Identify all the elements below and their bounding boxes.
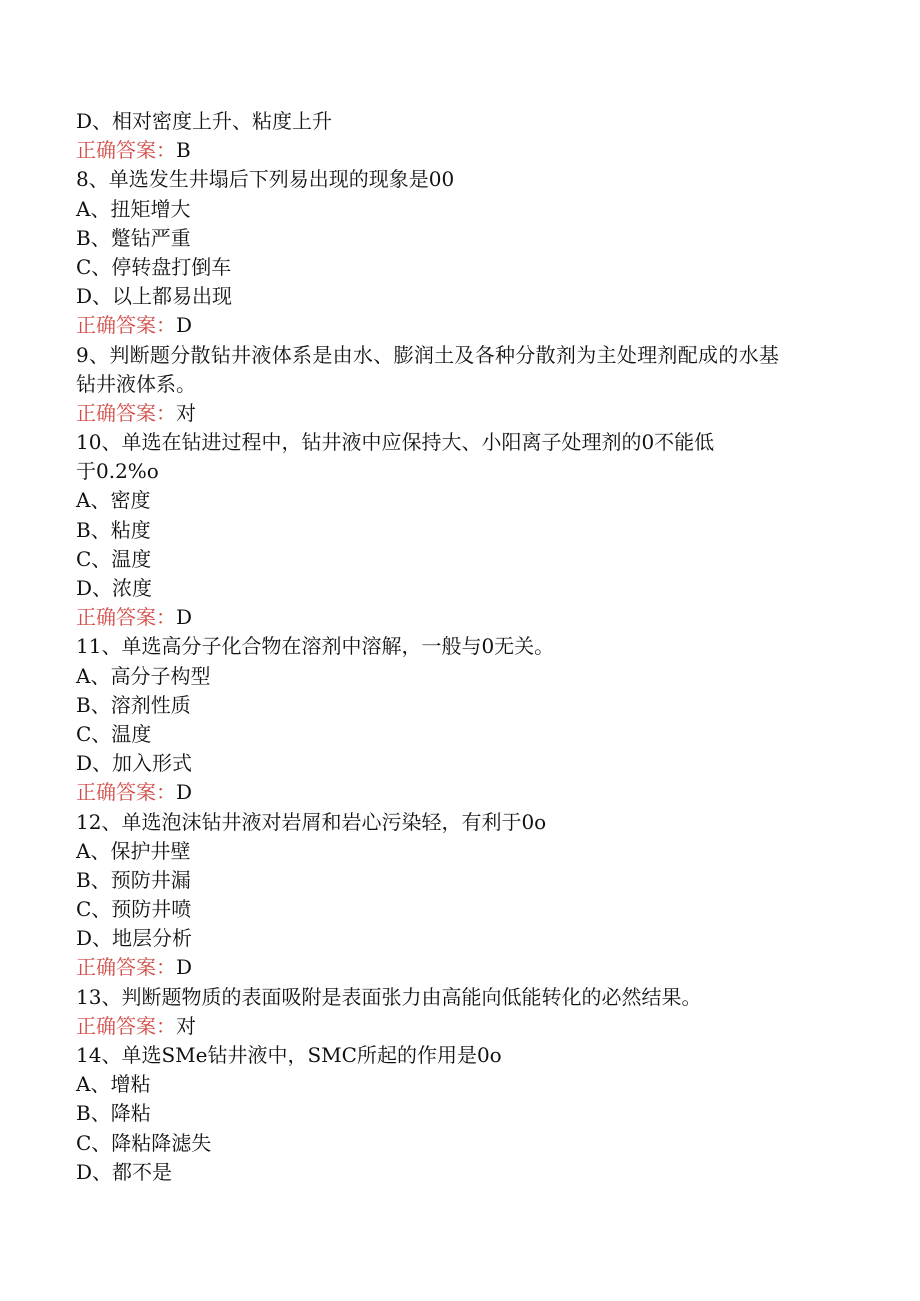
- option-line: D、都不是: [76, 1159, 173, 1184]
- option-line: A、保护井壁: [76, 838, 191, 863]
- option-line: B、蹩钻严重: [76, 225, 191, 250]
- answer-value: D: [176, 605, 193, 630]
- answer-label: 正确答案：: [76, 605, 176, 630]
- option-line: D、加入形式: [76, 751, 193, 776]
- option-line: C、预防井喷: [76, 897, 192, 922]
- option-line: A、扭矩增大: [76, 196, 191, 221]
- option-line: D、相对密度上升、粘度上升: [76, 109, 333, 133]
- answer-label: 正确答案：: [76, 400, 176, 425]
- answer-value: 对: [176, 400, 196, 425]
- answer-label: 正确答案：: [76, 955, 176, 980]
- option-line: B、粘度: [76, 517, 151, 542]
- option-line: B、预防井漏: [76, 867, 191, 892]
- question-line: 13、判断题物质的表面吸附是表面张力由高能向低能转化的必然结果。: [76, 984, 702, 1009]
- document-page: [76, 107, 846, 1187]
- option-line: D、地层分析: [76, 926, 193, 951]
- question-line-continued: 于0.2%o: [76, 459, 159, 484]
- option-line: A、密度: [76, 488, 151, 513]
- answer-label: 正确答案：: [76, 313, 176, 338]
- option-line: A、增粘: [76, 1072, 151, 1097]
- question-line: 12、单选泡沫钻井液对岩屑和岩心污染轻，有利于0o: [76, 809, 547, 834]
- option-line: D、浓度: [76, 576, 153, 600]
- answer-value: D: [176, 955, 193, 980]
- option-line: C、停转盘打倒车: [76, 254, 232, 279]
- answer-value: D: [176, 780, 193, 805]
- answer-value: 对: [176, 1013, 196, 1038]
- question-line-continued: 钻井液体系。: [76, 371, 196, 396]
- option-line: B、降粘: [76, 1101, 151, 1126]
- option-line: D、以上都易出现: [76, 284, 233, 309]
- answer-label: 正确答案：: [76, 138, 176, 163]
- answer-line: [76, 1012, 846, 1041]
- answer-label: 正确答案：: [76, 1013, 176, 1038]
- question-line: 14、单选SMe钻井液中，SMC所起的作用是0o: [76, 1043, 502, 1067]
- option-line: A、高分子构型: [76, 663, 211, 688]
- answer-value: B: [176, 138, 191, 163]
- answer-line: [76, 778, 846, 807]
- answer-line: [76, 603, 846, 632]
- option-line: B、溶剂性质: [76, 692, 191, 717]
- option-line: C、降粘降滤失: [76, 1130, 212, 1155]
- answer-line: [76, 311, 846, 340]
- answer-line: [76, 136, 846, 165]
- answer-label: 正确答案：: [76, 780, 176, 805]
- option-line: C、温度: [76, 721, 152, 746]
- option-line: C、温度: [76, 546, 152, 571]
- question-line: 9、判断题分散钻井液体系是由水、膨润土及各种分散剂为主处理剂配成的水基: [76, 342, 780, 367]
- answer-value: D: [176, 313, 193, 338]
- question-line: 8、单选发生井塌后下列易出现的现象是00: [76, 167, 455, 192]
- question-line: 10、单选在钻进过程中，钻井液中应保持大、小阳离子处理剂的0不能低: [76, 430, 715, 455]
- answer-line: [76, 953, 846, 982]
- question-line: 11、单选高分子化合物在溶剂中溶解，一般与0无关。: [76, 634, 555, 659]
- answer-line: [76, 399, 846, 428]
